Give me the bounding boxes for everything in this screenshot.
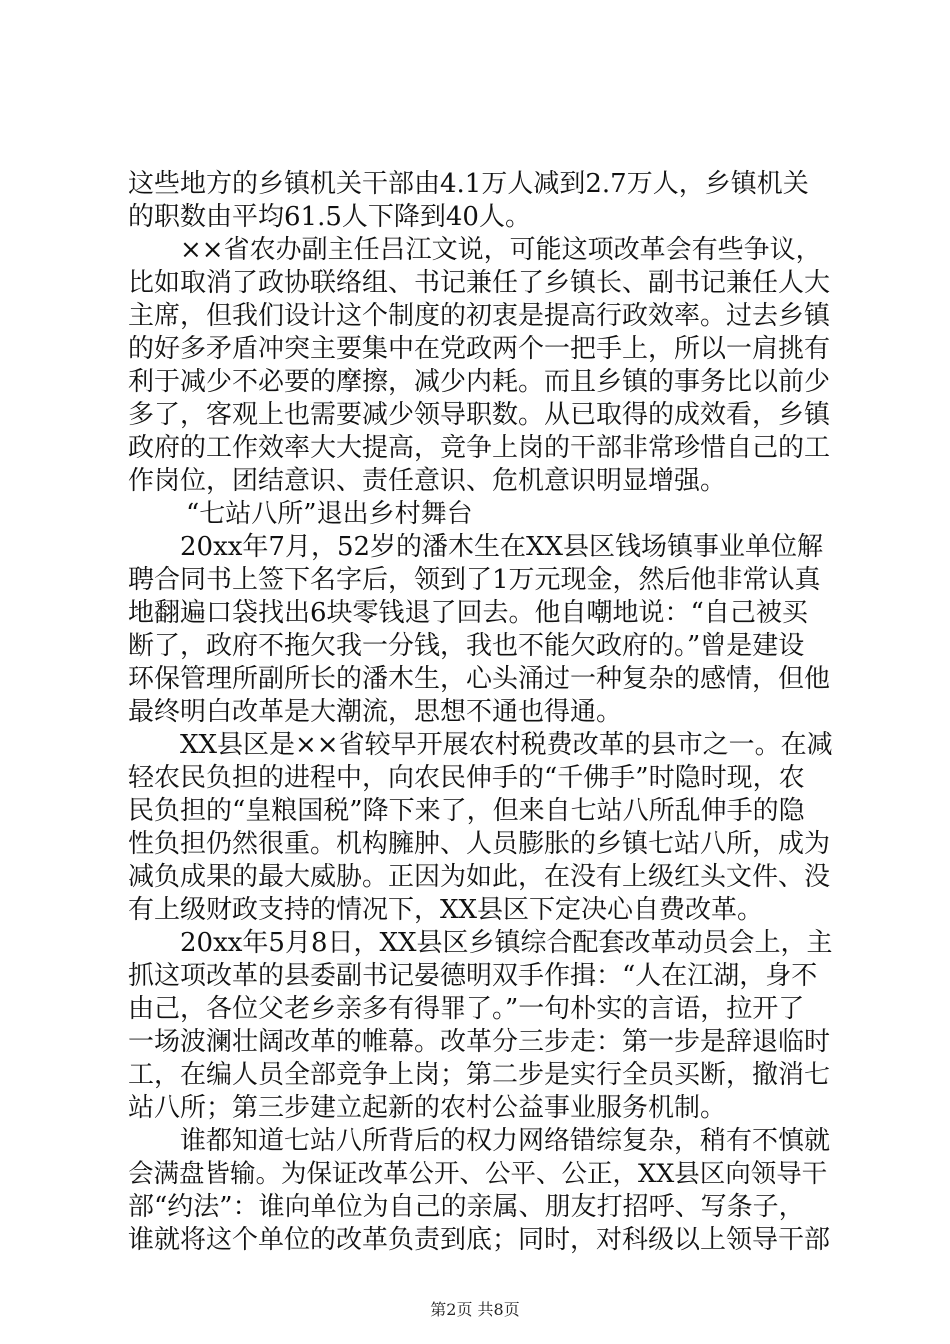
text-line: 减负成果的最大威胁。正因为如此，在没有上级红头文件、没 bbox=[128, 862, 831, 892]
text-line: 环保管理所副所长的潘木生，心头涌过一种复杂的感情，但他 bbox=[128, 664, 831, 694]
text-line: 民负担的“皇粮国税”降下来了，但来自七站八所乱伸手的隐 bbox=[128, 796, 805, 826]
page-number-label: 第2页 共8页 bbox=[430, 1300, 520, 1319]
text-line: 断了，政府不拖欠我一分钱，我也不能欠政府的。”曾是建设 bbox=[128, 631, 805, 661]
text-line: 工，在编人员全部竞争上岗；第二步是实行全员买断，撤消七 bbox=[128, 1060, 831, 1090]
section-heading: “七站八所”退出乡村舞台 bbox=[186, 499, 473, 529]
text-line: 一场波澜壮阔改革的帷幕。改革分三步走：第一步是辞退临时 bbox=[128, 1027, 831, 1057]
text-line: 性负担仍然很重。机构臃肿、人员膨胀的乡镇七站八所，成为 bbox=[128, 829, 831, 859]
text-line: XX县区是××省较早开展农村税费改革的县市之一。在减 bbox=[180, 730, 833, 760]
text-line: 这些地方的乡镇机关干部由4.1万人减到2.7万人，乡镇机关 bbox=[128, 169, 809, 199]
text-line: 的职数由平均61.5人下降到40人。 bbox=[128, 202, 531, 232]
text-line: 主席，但我们设计这个制度的初衷是提高行政效率。过去乡镇 bbox=[128, 301, 831, 331]
text-line: 部“约法”：谁向单位为自己的亲属、朋友打招呼、写条子， bbox=[128, 1192, 805, 1222]
text-line: 站八所；第三步建立起新的农村公益事业服务机制。 bbox=[128, 1093, 727, 1123]
text-line: 谁都知道七站八所背后的权力网络错综复杂，稍有不慎就 bbox=[180, 1126, 831, 1156]
text-line: 聘合同书上签下名字后，领到了1万元现金，然后他非常认真 bbox=[128, 565, 821, 595]
text-line: 20xx年7月，52岁的潘木生在XX县区钱场镇事业单位解 bbox=[180, 532, 824, 562]
text-line: 最终明白改革是大潮流，思想不通也得通。 bbox=[128, 697, 623, 727]
text-line: 谁就将这个单位的改革负责到底；同时，对科级以上领导干部 bbox=[128, 1225, 831, 1255]
text-line: 有上级财政支持的情况下，XX县区下定决心自费改革。 bbox=[128, 895, 764, 925]
text-line: 20xx年5月8日，XX县区乡镇综合配套改革动员会上，主 bbox=[180, 928, 833, 958]
text-line: 利于减少不必要的摩擦，减少内耗。而且乡镇的事务比以前少 bbox=[128, 367, 831, 397]
document-body bbox=[128, 168, 838, 1257]
text-line: 比如取消了政协联络组、书记兼任了乡镇长、副书记兼任人大 bbox=[128, 268, 831, 298]
text-line: 的好多矛盾冲突主要集中在党政两个一把手上，所以一肩挑有 bbox=[128, 334, 831, 364]
text-line: ××省农办副主任吕江文说，可能这项改革会有些争议， bbox=[180, 235, 822, 265]
text-line: 政府的工作效率大大提高，竞争上岗的干部非常珍惜自己的工 bbox=[128, 433, 831, 463]
text-line: 地翻遍口袋找出6块零钱退了回去。他自嘲地说：“自己被买 bbox=[128, 598, 808, 628]
page-footer bbox=[0, 1300, 950, 1320]
text-line: 会满盘皆输。为保证改革公开、公平、公正，XX县区向领导干 bbox=[128, 1159, 828, 1189]
text-line: 抓这项改革的县委副书记晏德明双手作揖：“人在江湖，身不 bbox=[128, 961, 818, 991]
text-line: 轻农民负担的进程中，向农民伸手的“千佛手”时隐时现，农 bbox=[128, 763, 805, 793]
text-line: 由己，各位父老乡亲多有得罪了。”一句朴实的言语，拉开了 bbox=[128, 994, 805, 1024]
text-line: 多了，客观上也需要减少领导职数。从已取得的成效看，乡镇 bbox=[128, 400, 831, 430]
text-line: 作岗位，团结意识、责任意识、危机意识明显增强。 bbox=[128, 466, 727, 496]
